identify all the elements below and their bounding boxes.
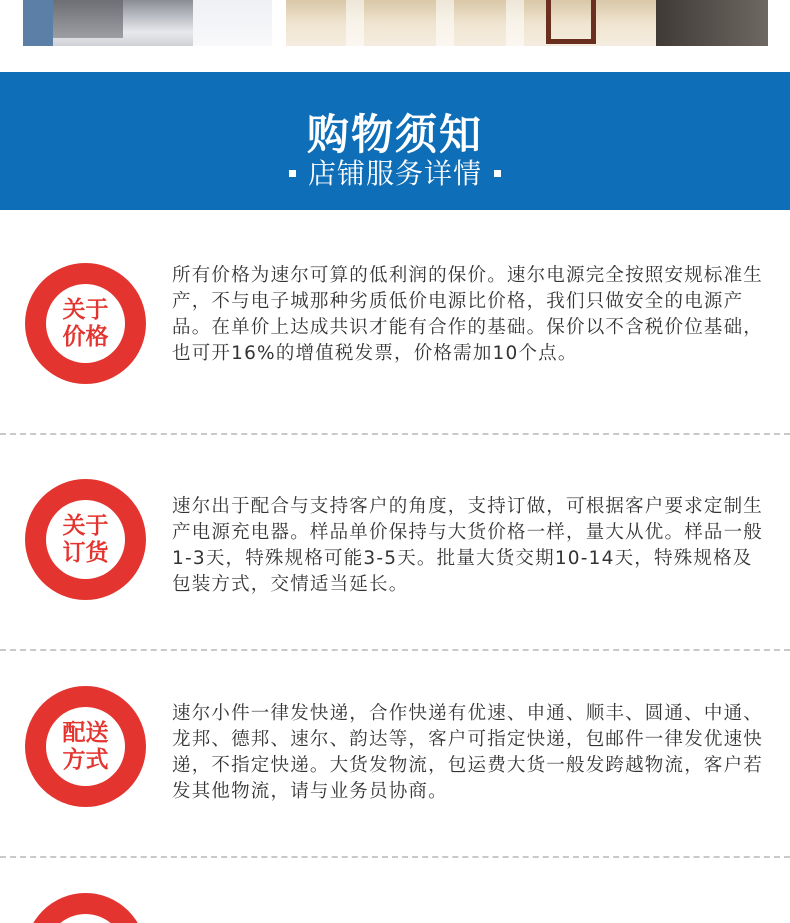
price-description: 所有价格为速尔可算的低利润的保价。速尔电源完全按照安规标准生产，不与电子城那种劣质低价电源比价格，我们只做安全的电源产品。在单价上达成共识才能有合作的基础。保价以不含税价位基础，也可开16%的增值税发票，价格需加10个点。 (172, 265, 764, 364)
section-divider (0, 856, 790, 858)
price-badge-label: 关于价格 (62, 296, 109, 350)
delivery-badge (25, 686, 146, 807)
banner-subtitle: 店铺服务详情 (307, 157, 482, 190)
delivery-description: 速尔小件一律发快递，合作快递有优速、申通、顺丰、圆通、中通、龙邦、德邦、速尔、韵达等，客户可指定快递，包邮件一律发优速快递，不指定快递。大货发物流，包运费大货一般发跨越物流，客户若发其他物流，请与业务员协商。 (172, 703, 764, 802)
delivery-badge-label: 配送方式 (62, 719, 109, 773)
next-section-badge (25, 893, 146, 923)
top-photo-strip (0, 0, 790, 72)
bullet-square-icon (289, 170, 296, 177)
store-photo-left (23, 0, 272, 46)
ordering-badge-label: 关于订货 (62, 512, 109, 566)
banner-title: 购物须知 (306, 110, 483, 159)
price-badge (25, 263, 146, 384)
store-photo-right (286, 0, 768, 46)
section-divider (0, 433, 790, 435)
shopping-notice-banner (0, 72, 790, 210)
ordering-description: 速尔出于配合与支持客户的角度，支持订做，可根据客户要求定制生产电源充电器。样品单价保持与大货价格一样，量大从优。样品一般1-3天，特殊规格可能3-5天。批量大货交期10-14天，特殊规格及包装方式，交情适当延长。 (172, 496, 764, 595)
banner-subtitle-row (0, 152, 790, 192)
bullet-square-icon (494, 170, 501, 177)
ordering-badge (25, 479, 146, 600)
section-divider (0, 649, 790, 651)
